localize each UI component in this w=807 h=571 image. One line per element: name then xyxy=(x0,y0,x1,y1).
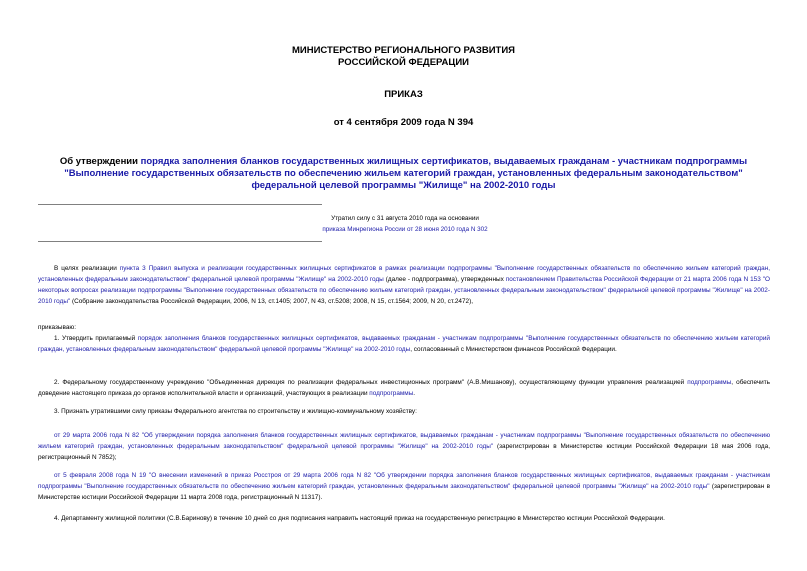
order-word: приказываю: xyxy=(38,324,76,331)
item-2-text-3: . xyxy=(413,390,416,397)
item-3a-paragraph xyxy=(38,430,770,463)
ministry-name-line2: РОССИЙСКОЙ ФЕДЕРАЦИИ xyxy=(337,57,469,68)
item-1-link-procedure[interactable]: порядок заполнения бланков государственных жилищных сертификатов, выдаваемых гражданам - участникам подпрограммы "Выполнение государственных обязательств по обеспечению жильем категорий граждан, установленных федеральным законодательством" федеральной целевой программы "Жилище" на 2002-2010 годы xyxy=(38,335,770,353)
document-type: ПРИКАЗ xyxy=(384,89,423,100)
item-2-text-2: , обеспечить доведение настоящего приказа до органов исполнительной власти и организаций, участвующих в реализации xyxy=(38,379,770,397)
item-3-paragraph: 3. Признать утратившими силу приказы Федерального агентства по строительству и жилищно-коммунальному хозяйству: xyxy=(54,408,417,415)
ministry-name-line1: МИНИСТЕРСТВО РЕГИОНАЛЬНОГО РАЗВИТИЯ xyxy=(292,45,515,56)
item-2-text-1: 2. Федеральному государственному учреждению "Объединенная дирекция по реализации федеральных инвестиционных программ" (А.В.Мишанову), осуществляющему функции управления реализацией xyxy=(54,379,688,386)
title-prefix: Об утверждении xyxy=(59,156,141,167)
preamble-link-rules[interactable]: пункта 3 Правил выпуска и реализации государственных жилищных сертификатов в рамках реализации подпрограммы "Выполнение государственных обязательств по обеспечению жильем категорий граждан, установленных федеральным законодательством" федеральной целевой программы "Жилище" на 2002-2010 годы xyxy=(38,265,771,283)
document-date: от 4 сентября 2009 года N 394 xyxy=(333,117,474,128)
preamble-text-2: (далее - подпрограмма), утвержденных xyxy=(383,276,506,283)
preamble-text-1: В целях реализации xyxy=(54,265,120,272)
item-3a-text: (зарегистрирован в Министерстве юстиции Российской Федерации 18 мая 2006 года, регистрационный N 7852); xyxy=(38,443,770,461)
item-1-text-1: 1. Утвердить прилагаемый xyxy=(54,335,138,342)
preamble-text-3: (Собрание законодательства Российской Федерации, 2006, N 13, ст.1405; 2007, N 43, ст.5208; 2008, N 15, ст.1564; 2009, N 20, ст.2472), xyxy=(70,298,473,305)
title-link[interactable]: порядка заполнения бланков государственных жилищных сертификатов, выдаваемых гражданам - участникам подпрограммы "Выполнение государственных обязательств по обеспечению жильем категорий граждан, установленных федеральным законодательством" федеральной целевой программы "Жилище" на 2002-2010 годы xyxy=(64,156,748,191)
item-3a-link-order-82[interactable]: от 29 марта 2006 года N 82 "Об утверждении порядка заполнения бланков государственных жилищных сертификатов, выдаваемых гражданам - участникам подпрограммы "Выполнение государственных обязательств по обеспечению жильем категорий граждан, установленных федеральным законодательством" федеральной целевой программы "Жилище" на 2002-2010 годы" xyxy=(38,432,770,450)
item-3b-link-order-19[interactable]: от 5 февраля 2008 года N 19 "О внесении изменений в приказ Росстроя от 29 марта 2006 года N 82 "Об утверждении порядка заполнения бланков государственных жилищных сертификатов, выдаваемых гражданам - участникам подпрограммы "Выполнение государственных обязательств по обеспечению жильем категорий граждан, установленных федеральным законодательством" федеральной целевой программы "Жилище" на 2002-2010 годы" xyxy=(38,472,770,490)
item-2-paragraph xyxy=(38,377,770,399)
item-4-paragraph: 4. Департаменту жилищной политики (С.В.Баринову) в течение 10 дней со дня подписания направить настоящий приказ на государственную регистрацию в Министерство юстиции Российской Федерации. xyxy=(54,515,665,522)
document-title xyxy=(36,156,771,192)
validity-note-text: Утратил силу с 31 августа 2010 года на основании xyxy=(331,215,479,222)
divider-top xyxy=(38,204,322,205)
preamble-paragraph xyxy=(38,263,770,307)
item-2-link-subprogram-1[interactable]: подпрограммы xyxy=(687,379,732,386)
item-1-paragraph xyxy=(38,333,770,355)
item-3b-paragraph xyxy=(38,470,770,503)
item-1-text-2: , согласованный с Министерством финансов Российской Федерации. xyxy=(410,346,617,353)
item-2-link-subprogram-2[interactable]: подпрограммы xyxy=(369,390,414,397)
preamble-link-resolution[interactable]: постановлением Правительства Российской Федерации от 21 марта 2006 года N 153 "О некоторых вопросах реализации подпрограммы "Выполнение государственных обязательств по обеспечению жильем категорий граждан, установленных федеральным законодательством" федеральной целевой программы "Жилище" на 2002-2010 годы" xyxy=(38,276,770,305)
divider-bottom xyxy=(38,241,322,242)
validity-note-link[interactable]: приказа Минрегиона России от 28 июня 2010 года N 302 xyxy=(322,226,488,233)
item-3b-text: (зарегистрирован в Министерстве юстиции Российской Федерации 11 марта 2008 года, регистрационный N 11317). xyxy=(38,483,770,501)
validity-note xyxy=(300,213,510,235)
